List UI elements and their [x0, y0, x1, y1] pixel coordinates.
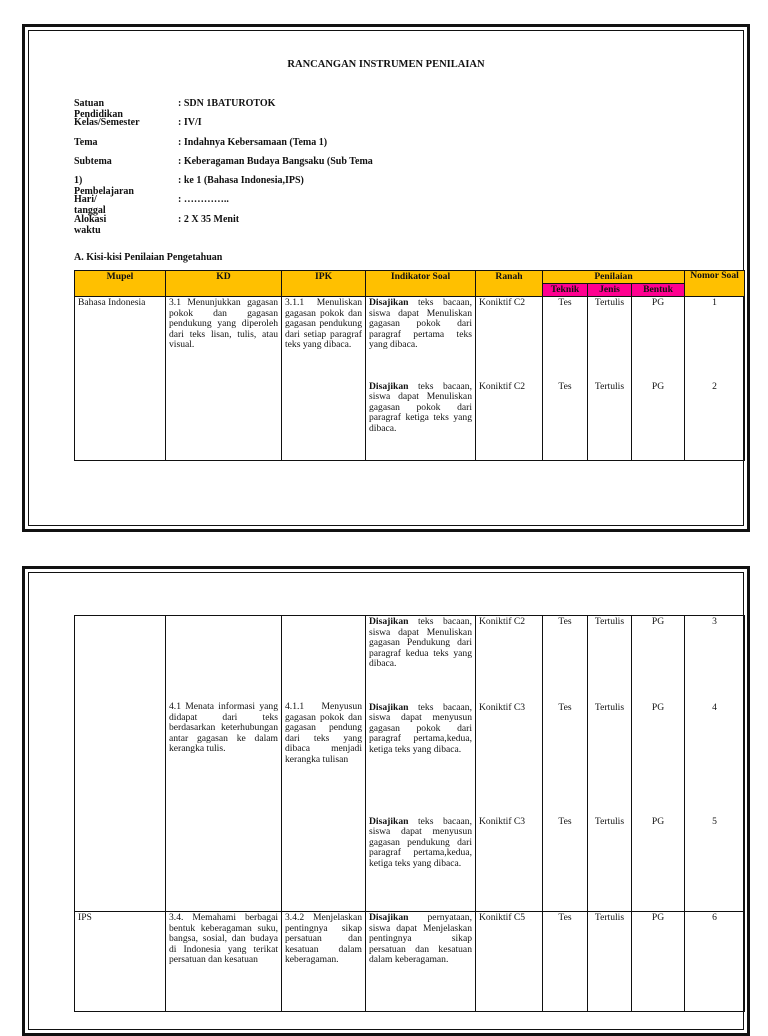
meta-label: Alokasi waktu [74, 213, 107, 236]
cell-indikator [366, 616, 476, 702]
meta-value: : Indahnya Kebersamaan (Tema 1) [178, 136, 328, 148]
cell-teknik: Tes [543, 816, 588, 912]
meta-value: : Keberagaman Budaya Bangsaku (Sub Tema [178, 155, 373, 167]
cell-nomor: 6 [685, 912, 745, 1012]
cell-teknik: Tes [543, 702, 588, 816]
cell-ranah: Koniktif C2 [476, 297, 543, 381]
header-jenis: Jenis [588, 284, 632, 297]
cell-indikator [366, 381, 476, 461]
cell-bentuk: PG [632, 702, 685, 816]
ipk-spacer [285, 617, 362, 702]
header-indikator: Indikator Soal [366, 271, 476, 297]
meta-value: : IV/I [178, 117, 202, 129]
indikator-bold: Disajikan [369, 815, 409, 827]
indikator-bold: Disajikan [369, 616, 409, 627]
document-page-1 [22, 24, 750, 532]
table-row [75, 297, 745, 381]
cell-bentuk: PG [632, 381, 685, 461]
indikator-bold: Disajikan [369, 297, 409, 308]
cell-mupel: IPS [75, 912, 166, 1012]
cell-teknik: Tes [543, 912, 588, 1012]
header-mupel: Mupel [75, 271, 166, 297]
header-penilaian: Penilaian [543, 271, 685, 284]
cell-nomor: 4 [685, 702, 745, 816]
cell-jenis: Tertulis [588, 702, 632, 816]
cell-jenis: Tertulis [588, 816, 632, 912]
cell-nomor: 2 [685, 381, 745, 461]
cell-kd: 3.4. Memahami berbagai bentuk keberagaman suku, bangsa, sosial, dan budaya di Indonesia yang terikat persatuan dan kesatuan [166, 912, 282, 1012]
meta-value: : ………….. [178, 194, 229, 206]
cell-jenis: Tertulis [588, 616, 632, 702]
cell-ranah: Koniktif C5 [476, 912, 543, 1012]
meta-label: 1) Pembelajaran [74, 175, 134, 198]
header-kd: KD [166, 271, 282, 297]
cell-bentuk: PG [632, 816, 685, 912]
kd-text: 4.1 Menata informasi yang didapat dari teks berdasarkan keterhubungan antar gagasan ke dalam kerangka tulis. [169, 701, 278, 755]
cell-nomor: 1 [685, 297, 745, 381]
indikator-text: teks bacaan, siswa dapat menyusun gagasan pokok dari paragraf pertama,kedua, ketiga teks yang dibaca. [369, 701, 472, 755]
header-teknik: Teknik [543, 284, 588, 297]
cell-ipk [282, 616, 366, 912]
indikator-text: teks bacaan, siswa dapat Menuliskan gagasan pokok dari paragraf ketiga teks yang dibaca. [369, 380, 472, 434]
cell-jenis: Tertulis [588, 912, 632, 1012]
document-title: RANCANGAN INSTRUMEN PENILAIAN [287, 59, 485, 70]
meta-value: : 2 X 35 Menit [178, 213, 240, 225]
cell-indikator [366, 912, 476, 1012]
indikator-bold: Disajikan [369, 380, 409, 392]
cell-mupel: Bahasa Indonesia [75, 297, 166, 461]
meta-label: Satuan Pendidikan [74, 98, 123, 120]
ipk-text: 4.1.1 Menyusun gagasan pokok dan gagasan pendung dari teks yang dibaca menjadi kerangka tulisan [285, 701, 362, 765]
header-ipk: IPK [282, 271, 366, 297]
cell-jenis: Tertulis [588, 381, 632, 461]
indikator-text: teks bacaan, siswa dapat menyusun gagasan pendukung dari paragraf pertama,kedua, ketiga teks yang dibaca. [369, 815, 472, 869]
meta-label: Kelas/Semester [74, 117, 140, 129]
cell-bentuk: PG [632, 912, 685, 1012]
cell-teknik: Tes [543, 297, 588, 381]
document-page-2 [22, 566, 750, 1036]
cell-kd [166, 616, 282, 912]
cell-indikator [366, 297, 476, 381]
indikator-text: pernyataan, siswa dapat Menjelaskan pentingnya sikap persatuan dan kesatuan dalam keberagaman. [369, 912, 472, 966]
cell-ranah: Koniktif C2 [476, 381, 543, 461]
header-nomor-soal: Nomor Soal [685, 271, 745, 297]
cell-teknik: Tes [543, 616, 588, 702]
meta-value: : SDN 1BATUROTOK [178, 98, 276, 109]
indikator-text: teks bacaan, siswa dapat Menuliskan gagasan Pendukung dari paragraf kedua teks yang dibaca. [369, 616, 472, 670]
indikator-bold: Disajikan [369, 701, 409, 713]
cell-bentuk: PG [632, 297, 685, 381]
meta-label: Tema [74, 136, 98, 148]
kd-spacer [169, 617, 278, 702]
cell-mupel-empty [75, 616, 166, 912]
cell-ranah: Koniktif C2 [476, 616, 543, 702]
kisi-kisi-table [74, 270, 745, 461]
cell-nomor: 5 [685, 816, 745, 912]
cell-ranah: Koniktif C3 [476, 702, 543, 816]
meta-value: : ke 1 (Bahasa Indonesia,IPS) [178, 175, 304, 187]
section-title: A. Kisi-kisi Penilaian Pengetahuan [74, 252, 223, 263]
page-inner-border [28, 30, 744, 526]
cell-ipk: 3.1.1 Menuliskan gagasan pokok dan gagasan pendukung dari setiap paragraf teks yang dibaca. [282, 297, 366, 461]
meta-label: Hari/ tanggal [74, 194, 106, 217]
cell-bentuk: PG [632, 616, 685, 702]
cell-ipk: 3.4.2 Menjelaskan pentingnya sikap persatuan dan kesatuan dalam keberagaman. [282, 912, 366, 1012]
cell-teknik: Tes [543, 381, 588, 461]
cell-nomor: 3 [685, 616, 745, 702]
cell-ranah: Koniktif C3 [476, 816, 543, 912]
cell-jenis: Tertulis [588, 297, 632, 381]
header-ranah: Ranah [476, 271, 543, 297]
kisi-kisi-table-continued [74, 615, 745, 1012]
cell-kd: 3.1 Menunjukkan gagasan pokok dan gagasan pendukung yang diperoleh dari teks lisan, tulis, atau visual. [166, 297, 282, 461]
cell-indikator [366, 702, 476, 816]
table-row [75, 616, 745, 702]
header-bentuk: Bentuk [632, 284, 685, 297]
meta-label: Subtema [74, 155, 112, 167]
table-row [75, 912, 745, 1012]
indikator-text: teks bacaan, siswa dapat Menuliskan gagasan pokok dari paragraf pertama teks yang dibaca. [369, 297, 472, 351]
cell-indikator [366, 816, 476, 912]
indikator-bold: Disajikan [369, 912, 409, 923]
page-inner-border [28, 572, 744, 1030]
